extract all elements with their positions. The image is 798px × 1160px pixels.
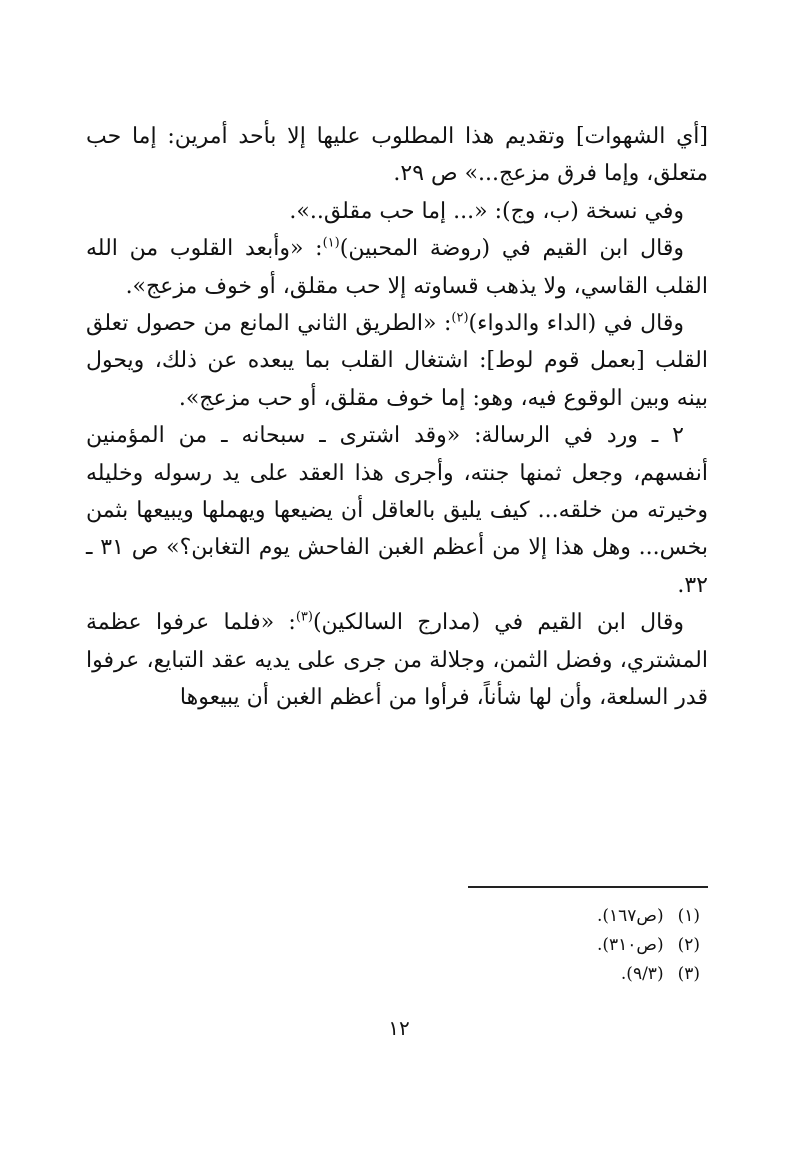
- paragraph-2: [86, 193, 708, 230]
- footnote-number: (٢): [677, 935, 700, 955]
- footnote-text: (ص١٦٧).: [596, 906, 664, 926]
- paragraph-text: وقال ابن القيم في (روضة المحبين): [339, 236, 684, 262]
- footnote-number: (٣): [677, 964, 700, 984]
- paragraph-text: وفي نسخة (ب، وج): «... إما حب مقلق..».: [289, 198, 684, 224]
- footnote-2: [480, 931, 700, 960]
- paragraph-text: : «الطريق الثاني المانع من حصول تعلق القلب [بعمل قوم لوط]: اشتغال القلب بما يبعده عن ذلك، ويحول بينه وبين الوقوع فيه، وهو: إما خوف مقلق، أو حب مزعج».: [86, 311, 708, 411]
- paragraph-text: وقال ابن القيم في (مدارج السالكين): [312, 610, 684, 636]
- paragraph-text: : «فلما عرفوا عظمة المشتري، وفضل الثمن، وجلالة من جرى على يديه عقد التبايع، عرفوا قدر السلعة، وأن لها شأناً، فرأوا من أعظم الغبن أن يبيعوها: [86, 610, 708, 711]
- paragraph-text: [أي الشهوات] وتقديم هذا المطلوب عليها إلا بأحد أمرين: إما حب متعلق، وإما فرق مزعج...» ص ٢٩.: [86, 124, 708, 187]
- footnote-text: (ص٣١٠).: [596, 935, 664, 955]
- paragraph-text: ٢ ـ ورد في الرسالة: «وقد اشترى ـ سبحانه ـ من المؤمنين أنفسهم، وجعل ثمنها جنته، وأجرى هذا العقد على يد رسوله وخليله وخيرته من خلقه... كيف يليق بالعاقل أن يضيعها ويهملها ويبيعها بثمن بخس... وهل هذا إلا من أعظم الغبن الفاحش يوم التغابن؟» ص ٣١ ـ ٣٢.: [86, 423, 708, 598]
- page-number: ١٢: [388, 1016, 410, 1040]
- footnote-text: (٩/٣).: [620, 964, 664, 984]
- footnote-ref-2[interactable]: (٢): [451, 310, 469, 326]
- footnote-3: [480, 960, 700, 989]
- paragraph-1: [86, 118, 708, 193]
- paragraph-text: وقال في (الداء والدواء): [468, 311, 685, 337]
- paragraph-6: [86, 604, 708, 716]
- footnotes: [480, 902, 700, 989]
- footnote-ref-3[interactable]: (٣): [295, 609, 313, 625]
- paragraph-5: [86, 417, 708, 604]
- paragraph-3: [86, 230, 708, 305]
- footnote-ref-1[interactable]: (١): [322, 235, 340, 251]
- paragraph-4: [86, 305, 708, 417]
- paragraph-text: : «وأبعد القلوب من الله القلب القاسي، ولا يذهب قساوته إلا حب مقلق، أو خوف مزعج».: [86, 236, 708, 299]
- footnote-1: [480, 902, 700, 931]
- body-text: [86, 118, 708, 717]
- footnote-number: (١): [677, 906, 700, 926]
- footnote-divider: [468, 886, 708, 888]
